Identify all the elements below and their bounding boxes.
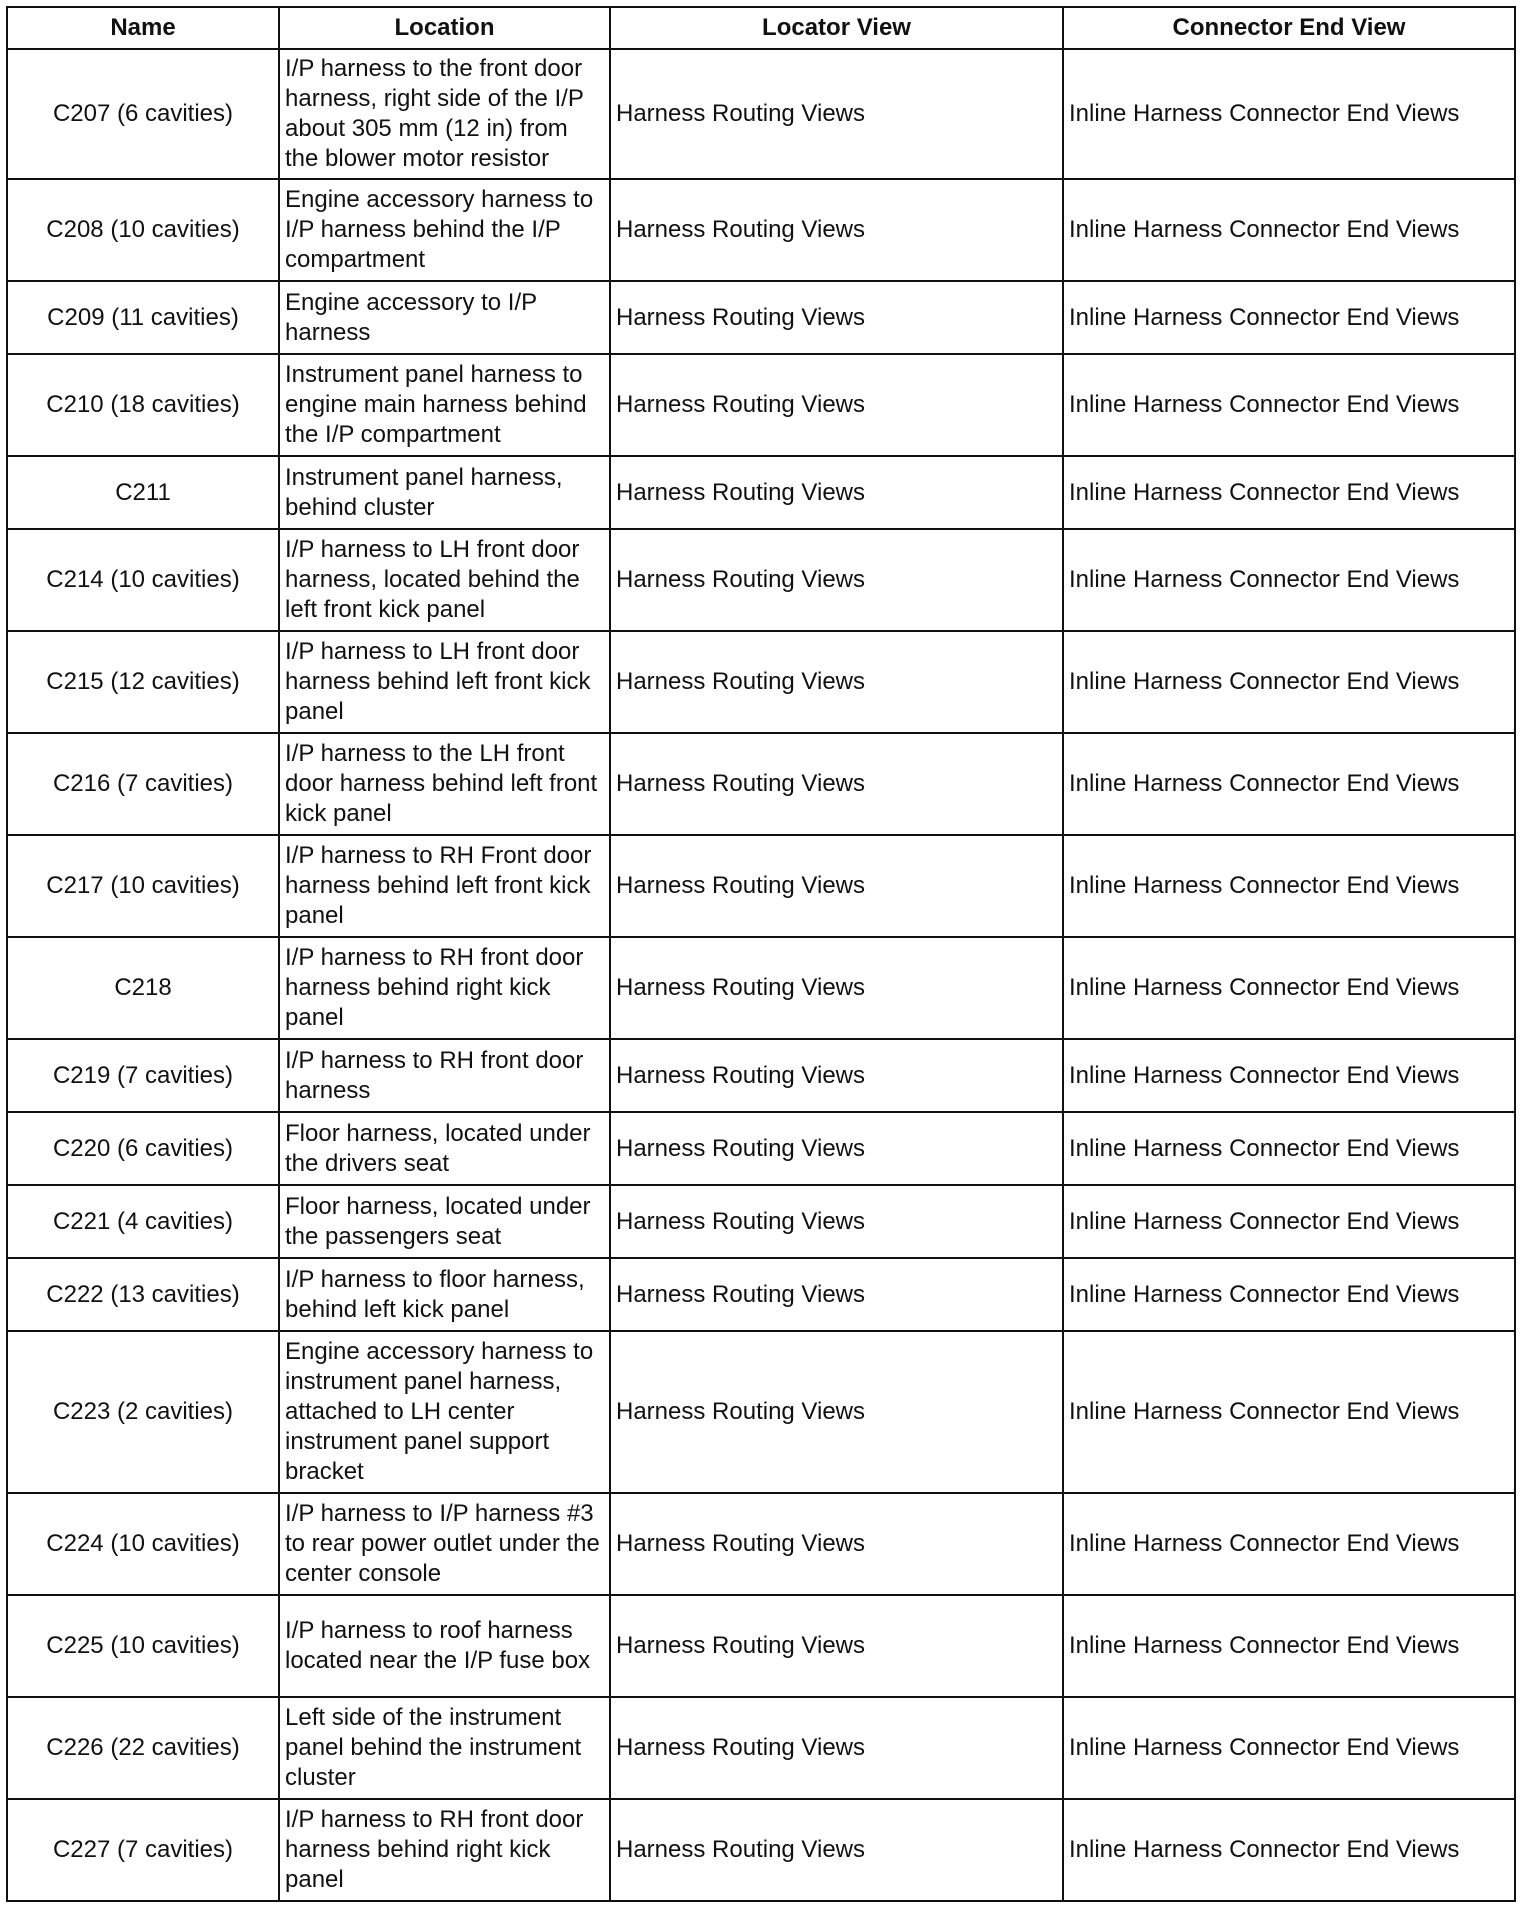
locator-view-link[interactable]: Harness Routing Views [610,937,1063,1039]
connector-end-view-link[interactable]: Inline Harness Connector End Views [1063,179,1515,281]
connector-location: Engine accessory harness to instrument panel harness, attached to LH center instrument panel support bracket [279,1331,610,1493]
connector-end-view-link[interactable]: Inline Harness Connector End Views [1063,1039,1515,1112]
table-row [7,835,1515,937]
connector-name: C219 (7 cavities) [7,1039,279,1112]
connector-name: C222 (13 cavities) [7,1258,279,1331]
connector-location: I/P harness to LH front door harness behind left front kick panel [279,631,610,733]
connector-name: C209 (11 cavities) [7,281,279,354]
connector-end-view-link[interactable]: Inline Harness Connector End Views [1063,281,1515,354]
locator-view-link[interactable]: Harness Routing Views [610,835,1063,937]
table-row [7,529,1515,631]
connector-end-view-link[interactable]: Inline Harness Connector End Views [1063,1697,1515,1799]
connector-end-view-link[interactable]: Inline Harness Connector End Views [1063,631,1515,733]
connector-end-view-link[interactable]: Inline Harness Connector End Views [1063,456,1515,529]
connector-end-view-link[interactable]: Inline Harness Connector End Views [1063,1331,1515,1493]
locator-view-link[interactable]: Harness Routing Views [610,49,1063,179]
connector-location: Floor harness, located under the drivers seat [279,1112,610,1185]
connector-end-view-link[interactable]: Inline Harness Connector End Views [1063,1493,1515,1595]
locator-view-link[interactable]: Harness Routing Views [610,1039,1063,1112]
connector-location: I/P harness to the front door harness, right side of the I/P about 305 mm (12 in) from the blower motor resistor [279,49,610,179]
header-locator-view: Locator View [610,7,1063,49]
table-row [7,1258,1515,1331]
table-row [7,354,1515,456]
locator-view-link[interactable]: Harness Routing Views [610,281,1063,354]
connector-name: C226 (22 cavities) [7,1697,279,1799]
connector-end-view-link[interactable]: Inline Harness Connector End Views [1063,1595,1515,1697]
table-row [7,631,1515,733]
connector-name: C225 (10 cavities) [7,1595,279,1697]
connector-location: I/P harness to roof harness located near the I/P fuse box [279,1595,610,1697]
connector-location: I/P harness to RH front door harness behind right kick panel [279,1799,610,1901]
connector-name: C215 (12 cavities) [7,631,279,733]
connector-location: I/P harness to the LH front door harness behind left front kick panel [279,733,610,835]
locator-view-link[interactable]: Harness Routing Views [610,1799,1063,1901]
locator-view-link[interactable]: Harness Routing Views [610,1331,1063,1493]
header-name: Name [7,7,279,49]
connector-name: C210 (18 cavities) [7,354,279,456]
locator-view-link[interactable]: Harness Routing Views [610,733,1063,835]
locator-view-link[interactable]: Harness Routing Views [610,1697,1063,1799]
table-row [7,281,1515,354]
connector-name: C227 (7 cavities) [7,1799,279,1901]
connector-table [6,6,1516,1902]
table-row [7,456,1515,529]
connector-location: Engine accessory harness to I/P harness behind the I/P compartment [279,179,610,281]
connector-end-view-link[interactable]: Inline Harness Connector End Views [1063,1185,1515,1258]
connector-end-view-link[interactable]: Inline Harness Connector End Views [1063,354,1515,456]
connector-name: C223 (2 cavities) [7,1331,279,1493]
connector-location: Engine accessory to I/P harness [279,281,610,354]
locator-view-link[interactable]: Harness Routing Views [610,529,1063,631]
table-row [7,733,1515,835]
connector-name: C220 (6 cavities) [7,1112,279,1185]
connector-end-view-link[interactable]: Inline Harness Connector End Views [1063,733,1515,835]
connector-name: C217 (10 cavities) [7,835,279,937]
header-location: Location [279,7,610,49]
table-row [7,49,1515,179]
connector-end-view-link[interactable]: Inline Harness Connector End Views [1063,529,1515,631]
connector-name: C224 (10 cavities) [7,1493,279,1595]
connector-end-view-link[interactable]: Inline Harness Connector End Views [1063,1112,1515,1185]
header-connector-end-view: Connector End View [1063,7,1515,49]
locator-view-link[interactable]: Harness Routing Views [610,631,1063,733]
connector-location: Instrument panel harness, behind cluster [279,456,610,529]
locator-view-link[interactable]: Harness Routing Views [610,1595,1063,1697]
locator-view-link[interactable]: Harness Routing Views [610,1258,1063,1331]
table-row [7,937,1515,1039]
table-row [7,1112,1515,1185]
connector-name: C214 (10 cavities) [7,529,279,631]
table-row [7,1331,1515,1493]
connector-name: C221 (4 cavities) [7,1185,279,1258]
connector-location: I/P harness to floor harness, behind left kick panel [279,1258,610,1331]
connector-location: I/P harness to RH front door harness behind right kick panel [279,937,610,1039]
locator-view-link[interactable]: Harness Routing Views [610,1112,1063,1185]
table-row [7,1039,1515,1112]
connector-end-view-link[interactable]: Inline Harness Connector End Views [1063,49,1515,179]
connector-name: C211 [7,456,279,529]
connector-location: Left side of the instrument panel behind the instrument cluster [279,1697,610,1799]
connector-location: I/P harness to I/P harness #3 to rear power outlet under the center console [279,1493,610,1595]
connector-location: I/P harness to RH Front door harness behind left front kick panel [279,835,610,937]
table-row [7,179,1515,281]
connector-end-view-link[interactable]: Inline Harness Connector End Views [1063,1258,1515,1331]
table-row [7,1493,1515,1595]
connector-location: I/P harness to RH front door harness [279,1039,610,1112]
locator-view-link[interactable]: Harness Routing Views [610,1185,1063,1258]
locator-view-link[interactable]: Harness Routing Views [610,1493,1063,1595]
connector-name: C218 [7,937,279,1039]
locator-view-link[interactable]: Harness Routing Views [610,179,1063,281]
table-row [7,1799,1515,1901]
connector-name: C216 (7 cavities) [7,733,279,835]
connector-location: Instrument panel harness to engine main harness behind the I/P compartment [279,354,610,456]
table-row [7,1595,1515,1697]
table-row [7,1185,1515,1258]
connector-location: I/P harness to LH front door harness, located behind the left front kick panel [279,529,610,631]
connector-end-view-link[interactable]: Inline Harness Connector End Views [1063,1799,1515,1901]
connector-end-view-link[interactable]: Inline Harness Connector End Views [1063,937,1515,1039]
connector-location: Floor harness, located under the passengers seat [279,1185,610,1258]
table-row [7,1697,1515,1799]
connector-name: C207 (6 cavities) [7,49,279,179]
locator-view-link[interactable]: Harness Routing Views [610,456,1063,529]
locator-view-link[interactable]: Harness Routing Views [610,354,1063,456]
header-row [7,7,1515,49]
connector-name: C208 (10 cavities) [7,179,279,281]
connector-end-view-link[interactable]: Inline Harness Connector End Views [1063,835,1515,937]
